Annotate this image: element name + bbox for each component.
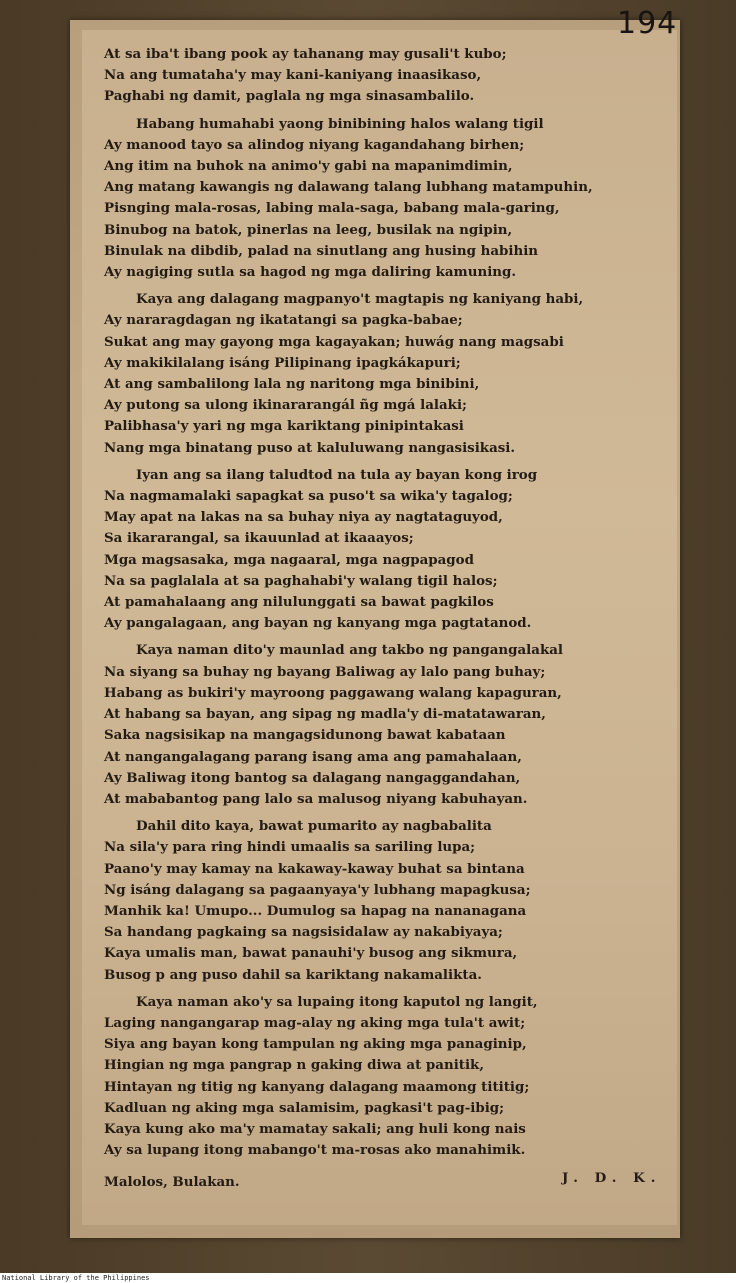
poem-line: Sa ikararangal, sa ikauunlad at ikaaayos; — [104, 530, 414, 547]
poem-line: Paano'y may kamay na kakaway-kaway buhat sa bintana — [104, 860, 525, 877]
poem-line: At mababantog pang lalo sa malusog niyang kabuhayan. — [104, 790, 528, 807]
poem-line: Kaya ang dalagang magpanyo't magtapis ng kaniyang habi, — [136, 291, 584, 308]
poem-line: Laging nangangarap mag-alay ng aking mga tula't awit; — [104, 1014, 526, 1031]
poem-line: Hintayan ng titig ng kanyang dalagang maamong tititig; — [104, 1078, 530, 1095]
poem-line: Ay putong sa ulong ikinararangál ñg mgá lalaki; — [104, 397, 467, 414]
poem-line: Busog p ang puso dahil sa kariktang nakamalikta. — [104, 966, 482, 983]
poem-line: Na sa paglalala at sa paghahabi'y walang tigil halos; — [104, 572, 498, 589]
stanza-2 — [104, 114, 664, 284]
poem-line: Na siyang sa buhay ng bayang Baliwag ay lalo pang buhay; — [104, 663, 546, 680]
poem-line: Hingian ng mga pangrap n gaking diwa at panitik, — [104, 1057, 484, 1074]
poem-line: Ang matang kawangis ng dalawang talang lubhang matampuhin, — [104, 179, 593, 196]
page-number: 194 — [617, 6, 678, 41]
poem-line: Kaya kung ako ma'y mamatay sakali; ang huli kong nais — [104, 1120, 526, 1137]
poem-body — [104, 44, 664, 1161]
author-initials: J. D. K. — [562, 1170, 662, 1186]
poem-line: Mga magsasaka, mga nagaaral, mga nagpapagod — [104, 551, 474, 568]
poem-line: Sukat ang may gayong mga kagayakan; huwág nang magsabi — [104, 333, 564, 350]
poem-line: Habang as bukiri'y mayroong paggawang walang kapaguran, — [104, 684, 562, 701]
poem-line: Na ang tumataha'y may kani-kaniyang inaasikaso, — [104, 67, 482, 84]
library-credit: National Library of the Philippines — [2, 1274, 150, 1282]
poem-line: Kaya naman dito'y maunlad ang takbo ng pangangalakal — [136, 642, 563, 659]
place-signature: Malolos, Bulakan. — [104, 1174, 240, 1190]
poem-line: Habang humahabi yaong binibining halos walang tigil — [136, 115, 544, 132]
poem-line: Na nagmamalaki sapagkat sa puso't sa wika'y tagalog; — [104, 488, 513, 505]
poem-line: Ay makikilalang isáng Pilipinang ipagkákapuri; — [104, 354, 461, 371]
poem-line: At sa iba't ibang pook ay tahanang may gusali't kubo; — [104, 46, 507, 62]
poem-line: Dahil dito kaya, bawat pumarito ay nagbabalita — [136, 818, 492, 835]
poem-line: Pisnging mala-rosas, labing mala-saga, babang mala-garing, — [104, 200, 560, 217]
poem-line: Ang itim na buhok na animo'y gabi na mapanimdimin, — [104, 158, 513, 175]
poem-line: Ay nagiging sutla sa hagod ng mga daliring kamuning. — [104, 264, 517, 281]
poem-line: Ng isáng dalagang sa pagaanyaya'y lubhang mapagkusa; — [104, 881, 531, 898]
stanza-6 — [104, 816, 664, 986]
stanza-3 — [104, 289, 664, 459]
poem-line: Ay sa lupang itong mabango't ma-rosas ako manahimik. — [104, 1142, 526, 1159]
poem-line: Ay manood tayo sa alindog niyang kagandahang birhen; — [104, 136, 525, 153]
poem-line: Sa handang pagkaing sa nagsisidalaw ay nakabiyaya; — [104, 924, 503, 941]
poem-line: Kadluan ng aking mga salamisim, pagkasi't pag-ibig; — [104, 1099, 505, 1116]
poem-line: Ay pangalagaan, ang bayan ng kanyang mga pagtatanod. — [104, 615, 532, 632]
poem-line: Kaya umalis man, bawat panauhi'y busog ang sikmura, — [104, 945, 518, 962]
poem-line: Manhik ka! Umupo... Dumulog sa hapag na nananagana — [104, 902, 527, 919]
poem-line: Ay Baliwag itong bantog sa dalagang nangaggandahan, — [104, 769, 521, 786]
stanza-4 — [104, 465, 664, 635]
poem-line: Binulak na dibdib, palad na sinutlang ang husing habihin — [104, 242, 539, 259]
poem-line: Na sila'y para ring hindi umaalis sa sariling lupa; — [104, 839, 476, 856]
poem-line: At ang sambalilong lala ng naritong mga binibini, — [104, 376, 480, 393]
stanza-1 — [104, 44, 664, 108]
poem-line: Binubog na batok, pinerlas na leeg, busilak na ngipin, — [104, 221, 513, 238]
poem-line: May apat na lakas na sa buhay niya ay nagtataguyod, — [104, 509, 503, 526]
poem-line: Iyan ang sa ilang taludtod na tula ay bayan kong irog — [136, 466, 538, 483]
poem-line: Palibhasa'y yari ng mga kariktang pinipintakasi — [104, 418, 464, 435]
poem-line: Ay nararagdagan ng ikatatangi sa pagka-babae; — [104, 312, 463, 329]
poem-line: Kaya naman ako'y sa lupaing itong kaputol ng langit, — [136, 993, 538, 1010]
poem-line: Siya ang bayan kong tampulan ng aking mga panaginip, — [104, 1036, 527, 1053]
poem-line: Nang mga binatang puso at kaluluwang nangasisikasi. — [104, 439, 516, 456]
poem-line: Saka nagsisikap na mangagsidunong bawat kabataan — [104, 727, 506, 744]
poem-line: At habang sa bayan, ang sipag ng madla'y di-matatawaran, — [104, 706, 546, 723]
poem-line: At pamahalaang ang nilulunggati sa bawat pagkilos — [104, 594, 494, 611]
poem-line: Paghabi ng damit, paglala ng mga sinasambalilo. — [104, 88, 475, 105]
stanza-7 — [104, 992, 664, 1162]
poem-line: At nangangalagang parang isang ama ang pamahalaan, — [104, 748, 522, 765]
stanza-5 — [104, 640, 664, 810]
